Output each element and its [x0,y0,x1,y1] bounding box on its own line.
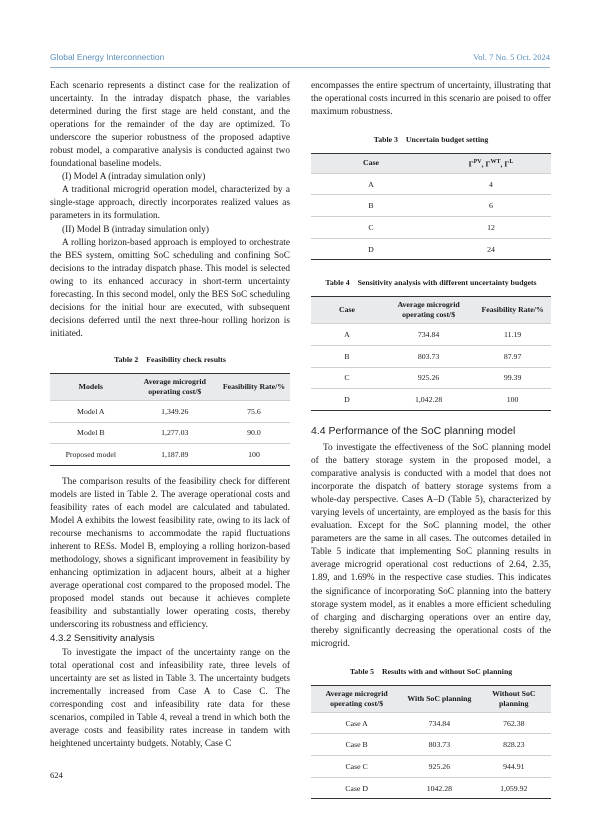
table-row [50,444,290,466]
table-cell: B [311,195,431,217]
table-header-gamma: $\Gamma^{PV}$, $\Gamma^{WT}$, $\Gamma^L$ [431,154,551,174]
table-row [311,734,551,756]
table-row [311,238,551,260]
table-row [311,367,551,389]
table-header: Feasibility Rate/% [474,297,551,324]
table-cell: D [311,238,431,260]
header-rule [50,67,550,68]
table-cell: C [311,217,431,239]
table-cell: 11.19 [474,324,551,346]
table-cell: Case C [311,756,402,778]
table-row [311,173,551,195]
journal-name: Global Energy Interconnection [50,52,165,62]
paragraph: A rolling horizon-based approach is employed to orchestrate the BES system, omitting SoC scheduling and confining SoC decisions to the intraday dispatch phase. This model is selected owing to its enhanced accuracy in short-term uncertainty forecasting. In this second model, only the BES SoC scheduling decisions for the initial hour are executed, with subsequent decisions deferred until the next three-hour rolling horizon is initiated. [50,237,290,339]
table-header: Without SoC planning [477,685,551,712]
page-number: 624 [50,770,63,780]
table-row [50,422,290,444]
table-number: Table 2 [114,354,139,364]
table-cell: 925.26 [402,756,476,778]
table-row [311,777,551,799]
table-title: Results with and without SoC planning [381,666,513,676]
table-header: Case [311,297,383,324]
table-soc-planning [311,685,551,800]
table-header: Models [50,373,132,400]
table-cell: 1,349.26 [132,400,218,422]
table-cell: A [311,173,431,195]
table-cell: 24 [431,238,551,260]
paragraph: To investigate the effectiveness of the SoC planning model of the battery storage system in the proposed model, a comparative analysis is conducted with a model that does not incorporate the dispatch of battery storage systems from a whole-day perspective. Cases A–D (Table 5), characterized by varying levels of uncertainty, are employed as the basis for this evaluation. Except for the SoC planning model, the other parameters are the same in all cases. The outcomes detailed in Table 5 indicate that implementing SoC planning results in average microgrid operational cost reductions of 2.64, 2.35, 1.89, and 1.69% in the respective case studies. This indicates the significance of incorporating SoC planning into the battery storage system model, as it enables a more efficient scheduling of charging and discharging operations over an entire day, thereby significantly decreasing the operational costs of the microgrid. [311,443,551,649]
table-cell: 734.84 [402,712,476,734]
table-cell: 803.73 [383,346,474,368]
table-number: Table 3 [373,135,398,145]
list-item-model-b: (II) Model B (intraday simulation only) [62,224,209,235]
table-caption [311,665,551,678]
table-cell: 1,277.03 [132,422,218,444]
paragraph: Each scenario represents a distinct case for the realization of uncertainty. In the intraday dispatch phase, the variables determined during the first stage are held constant, and the operations for the remainder of the day are optimized. To underscore the superior robustness of the proposed adaptive robust model, a comparative analysis is conducted against two foundational baseline models. [50,81,290,170]
table-header: Average microgrid operating cost/$ [132,373,218,400]
section-heading: 4.4 Performance of the SoC planning model [311,424,516,437]
table-cell: 944.91 [477,756,551,778]
table-cell: 1,187.89 [132,444,218,466]
table-cell: Case D [311,777,402,799]
table-title: Sensitivity analysis with different uncertainty budgets [357,278,537,288]
table-cell: 1,059.92 [477,777,551,799]
table-caption [311,276,551,289]
subsection-heading: 4.3.2 Sensitivity analysis [50,633,155,645]
table-cell: D [311,389,383,411]
table-cell: Case A [311,712,402,734]
table-header: With SoC planning [402,685,476,712]
table-header: Average microgrid operating cost/$ [383,297,474,324]
table-cell: 12 [431,217,551,239]
table-row [311,712,551,734]
table-cell: Model A [50,400,132,422]
list-item-model-a: (I) Model A (intraday simulation only) [62,172,206,183]
table-cell: 925.26 [383,367,474,389]
table-cell: A [311,324,383,346]
table-cell: 803.73 [402,734,476,756]
table-title: Uncertain budget setting [405,135,489,145]
table-row [50,400,290,422]
table-row [311,195,551,217]
table-row [311,756,551,778]
table-number: Table 5 [349,666,375,676]
table-cell: C [311,367,383,389]
table-cell: 75.6 [218,400,290,422]
table-cell: Model B [50,422,132,444]
table-feasibility [50,373,290,466]
left-column [50,80,290,751]
table-cell: 100 [218,444,290,466]
table-cell: Case B [311,734,402,756]
paragraph: The comparison results of the feasibility check for different models are listed in Table 2. The average operational costs and feasibility rates of each model are calculated and tabulated. Model A exhibits the lowest feasibility rate, owing to its lack of recourse mechanisms to accommodate the rapid fluctuations inherent to RESs. Model B, employing a rolling horizon-based methodology, shows a significant improvement in feasibility by enhancing optimization in adjacent hours, albeit at a higher average operational cost compared to the proposed model. The proposed model stands out because it achieves complete feasibility and substantially lower operating costs, thereby underscoring its robustness and efficiency. [50,476,290,631]
table-cell: 100 [474,389,551,411]
table-title: Feasibility check results [146,354,226,364]
table-header: Case [311,154,431,174]
table-caption [311,133,551,146]
table-row [311,324,551,346]
table-cell: Proposed model [50,444,132,466]
table-cell: 4 [431,173,551,195]
table-cell: 828.23 [477,734,551,756]
table-cell: 734.84 [383,324,474,346]
table-number: Table 4 [325,278,350,288]
issue-info: Vol. 7 No. 5 Oct. 2024 [473,52,550,62]
right-column [311,80,551,799]
table-cell: 87.97 [474,346,551,368]
table-cell: 1,042.28 [383,389,474,411]
table-cell: 762.38 [477,712,551,734]
table-header: Average microgrid operating cost/$ [311,685,402,712]
table-cell: 90.0 [218,422,290,444]
table-header: Feasibility Rate/% [218,373,290,400]
table-uncertain-budget [311,153,551,260]
table-cell: 6 [431,195,551,217]
paragraph: A traditional microgrid operation model, characterized by a single-stage approach, directly incorporates realized values as parameters in its formulation. [50,185,290,222]
running-header [50,52,550,66]
paragraph: To investigate the impact of the uncertainty range on the total operational cost and infeasibility rate, three levels of uncertainty are set as listed in Table 3. The uncertainty budgets incrementally increased from Case A to Case C. The corresponding cost and infeasibility rate data for these scenarios, compiled in Table 4, reveal a trend in which both the average costs and feasibility rates increase in tandem with heightened uncertainty budgets. Notably, Case C [50,647,290,749]
table-sensitivity [311,296,551,411]
table-cell: 99.39 [474,367,551,389]
table-row [311,346,551,368]
table-row [311,389,551,411]
table-row [311,217,551,239]
table-caption [50,353,290,366]
table-cell: 1042.28 [402,777,476,799]
paragraph: encompasses the entire spectrum of uncertainty, illustrating that the operational costs incurred in this scenario are poised to offer maximum robustness. [311,81,551,118]
table-cell: B [311,346,383,368]
